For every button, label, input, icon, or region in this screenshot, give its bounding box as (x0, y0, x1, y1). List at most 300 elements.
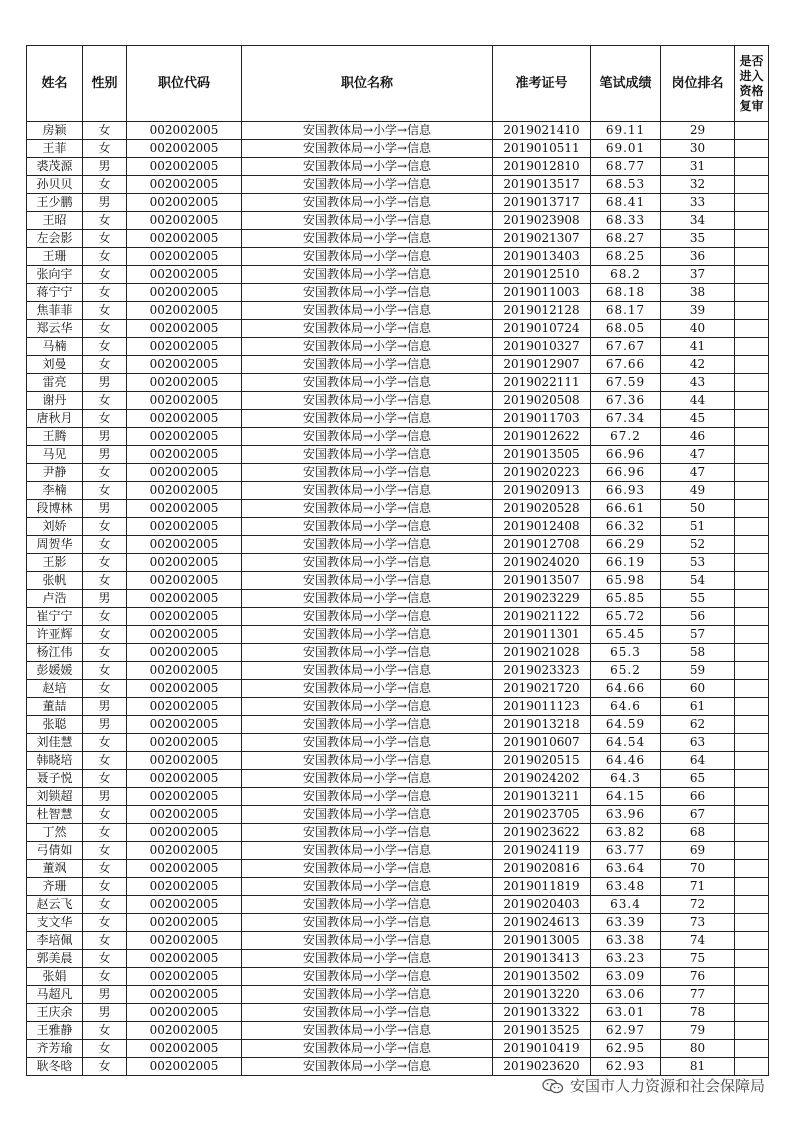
cell-written-score: 63.38 (591, 932, 661, 950)
cell-position-code: 002002005 (127, 356, 242, 374)
table-row (27, 536, 769, 554)
cell-exam-number: 2019023620 (493, 1058, 591, 1076)
cell-exam-number: 2019012622 (493, 428, 591, 446)
cell-review-status (735, 392, 769, 410)
cell-name: 马楠 (27, 338, 83, 356)
cell-name: 王菲 (27, 140, 83, 158)
cell-rank: 57 (661, 626, 735, 644)
cell-position-name: 安国教体局→小学→信息 (242, 932, 493, 950)
cell-written-score: 63.82 (591, 824, 661, 842)
cell-exam-number: 2019011123 (493, 698, 591, 716)
cell-review-status (735, 446, 769, 464)
cell-written-score: 62.95 (591, 1040, 661, 1058)
cell-written-score: 66.61 (591, 500, 661, 518)
cell-gender: 男 (83, 194, 127, 212)
cell-rank: 45 (661, 410, 735, 428)
cell-position-name: 安国教体局→小学→信息 (242, 194, 493, 212)
header-gender: 性别 (83, 46, 127, 122)
cell-name: 段博林 (27, 500, 83, 518)
cell-gender: 男 (83, 446, 127, 464)
table-row (27, 950, 769, 968)
cell-exam-number: 2019012408 (493, 518, 591, 536)
cell-name: 崔宁宁 (27, 608, 83, 626)
table-row (27, 482, 769, 500)
cell-position-name: 安国教体局→小学→信息 (242, 140, 493, 158)
cell-gender: 女 (83, 482, 127, 500)
cell-position-name: 安国教体局→小学→信息 (242, 1022, 493, 1040)
cell-rank: 69 (661, 842, 735, 860)
cell-rank: 71 (661, 878, 735, 896)
cell-review-status (735, 536, 769, 554)
cell-written-score: 66.19 (591, 554, 661, 572)
cell-rank: 61 (661, 698, 735, 716)
cell-review-status (735, 482, 769, 500)
cell-review-status (735, 698, 769, 716)
cell-gender: 女 (83, 248, 127, 266)
cell-written-score: 63.4 (591, 896, 661, 914)
cell-review-status (735, 284, 769, 302)
cell-written-score: 68.77 (591, 158, 661, 176)
cell-position-code: 002002005 (127, 554, 242, 572)
cell-position-code: 002002005 (127, 1040, 242, 1058)
table-row (27, 338, 769, 356)
cell-written-score: 65.45 (591, 626, 661, 644)
cell-written-score: 66.96 (591, 446, 661, 464)
cell-gender: 女 (83, 320, 127, 338)
cell-name: 彭媛媛 (27, 662, 83, 680)
cell-gender: 女 (83, 212, 127, 230)
cell-position-code: 002002005 (127, 752, 242, 770)
cell-exam-number: 2019020223 (493, 464, 591, 482)
cell-position-name: 安国教体局→小学→信息 (242, 338, 493, 356)
cell-review-status (735, 158, 769, 176)
cell-position-name: 安国教体局→小学→信息 (242, 770, 493, 788)
cell-position-code: 002002005 (127, 464, 242, 482)
cell-written-score: 64.15 (591, 788, 661, 806)
header-review-status: 是否进入资格复审 (735, 46, 769, 122)
cell-gender: 男 (83, 158, 127, 176)
cell-exam-number: 2019022111 (493, 374, 591, 392)
cell-written-score: 65.72 (591, 608, 661, 626)
cell-exam-number: 2019020403 (493, 896, 591, 914)
cell-review-status (735, 806, 769, 824)
cell-name: 张娟 (27, 968, 83, 986)
cell-gender: 女 (83, 1058, 127, 1076)
cell-exam-number: 2019013211 (493, 788, 591, 806)
cell-name: 雷亮 (27, 374, 83, 392)
cell-gender: 女 (83, 950, 127, 968)
cell-exam-number: 2019013005 (493, 932, 591, 950)
cell-gender: 女 (83, 878, 127, 896)
cell-written-score: 63.01 (591, 1004, 661, 1022)
cell-position-code: 002002005 (127, 248, 242, 266)
cell-position-name: 安国教体局→小学→信息 (242, 518, 493, 536)
cell-exam-number: 2019012128 (493, 302, 591, 320)
cell-review-status (735, 1022, 769, 1040)
cell-gender: 男 (83, 500, 127, 518)
cell-name: 刘锁超 (27, 788, 83, 806)
cell-rank: 54 (661, 572, 735, 590)
cell-name: 房颖 (27, 122, 83, 140)
cell-exam-number: 2019024020 (493, 554, 591, 572)
cell-name: 蒋宁宁 (27, 284, 83, 302)
cell-position-name: 安国教体局→小学→信息 (242, 806, 493, 824)
cell-name: 杜智慧 (27, 806, 83, 824)
table-row (27, 680, 769, 698)
table-row (27, 320, 769, 338)
cell-review-status (735, 320, 769, 338)
cell-exam-number: 2019010607 (493, 734, 591, 752)
table-row (27, 302, 769, 320)
header-rank: 岗位排名 (661, 46, 735, 122)
cell-position-code: 002002005 (127, 410, 242, 428)
cell-rank: 63 (661, 734, 735, 752)
table-row (27, 572, 769, 590)
cell-position-code: 002002005 (127, 734, 242, 752)
cell-rank: 64 (661, 752, 735, 770)
cell-exam-number: 2019020508 (493, 392, 591, 410)
table-row (27, 608, 769, 626)
cell-written-score: 64.66 (591, 680, 661, 698)
cell-position-code: 002002005 (127, 266, 242, 284)
cell-exam-number: 2019013220 (493, 986, 591, 1004)
table-row (27, 284, 769, 302)
cell-position-code: 002002005 (127, 788, 242, 806)
table-row (27, 122, 769, 140)
cell-position-code: 002002005 (127, 680, 242, 698)
cell-exam-number: 2019010724 (493, 320, 591, 338)
table-row (27, 932, 769, 950)
cell-position-name: 安国教体局→小学→信息 (242, 716, 493, 734)
table-body (27, 122, 769, 1076)
table-row (27, 1004, 769, 1022)
cell-exam-number: 2019024202 (493, 770, 591, 788)
cell-gender: 男 (83, 374, 127, 392)
table-row (27, 914, 769, 932)
cell-position-code: 002002005 (127, 842, 242, 860)
cell-written-score: 65.98 (591, 572, 661, 590)
cell-position-name: 安国教体局→小学→信息 (242, 680, 493, 698)
cell-written-score: 66.32 (591, 518, 661, 536)
cell-gender: 女 (83, 464, 127, 482)
cell-gender: 女 (83, 122, 127, 140)
cell-exam-number: 2019011703 (493, 410, 591, 428)
cell-name: 王昭 (27, 212, 83, 230)
cell-written-score: 64.6 (591, 698, 661, 716)
cell-position-name: 安国教体局→小学→信息 (242, 644, 493, 662)
cell-rank: 58 (661, 644, 735, 662)
cell-name: 尹静 (27, 464, 83, 482)
cell-review-status (735, 1004, 769, 1022)
table-row (27, 1058, 769, 1076)
cell-rank: 76 (661, 968, 735, 986)
cell-rank: 40 (661, 320, 735, 338)
cell-exam-number: 2019023705 (493, 806, 591, 824)
cell-position-name: 安国教体局→小学→信息 (242, 734, 493, 752)
cell-position-name: 安国教体局→小学→信息 (242, 428, 493, 446)
cell-position-code: 002002005 (127, 608, 242, 626)
cell-position-name: 安国教体局→小学→信息 (242, 122, 493, 140)
cell-position-name: 安国教体局→小学→信息 (242, 302, 493, 320)
cell-rank: 34 (661, 212, 735, 230)
cell-exam-number: 2019013502 (493, 968, 591, 986)
cell-position-name: 安国教体局→小学→信息 (242, 788, 493, 806)
cell-rank: 49 (661, 482, 735, 500)
cell-rank: 43 (661, 374, 735, 392)
cell-position-name: 安国教体局→小学→信息 (242, 446, 493, 464)
cell-review-status (735, 842, 769, 860)
cell-position-name: 安国教体局→小学→信息 (242, 500, 493, 518)
cell-gender: 女 (83, 752, 127, 770)
cell-name: 许亚辉 (27, 626, 83, 644)
cell-written-score: 63.96 (591, 806, 661, 824)
cell-position-code: 002002005 (127, 878, 242, 896)
cell-rank: 47 (661, 464, 735, 482)
cell-position-name: 安国教体局→小学→信息 (242, 824, 493, 842)
cell-rank: 77 (661, 986, 735, 1004)
cell-gender: 女 (83, 572, 127, 590)
cell-position-name: 安国教体局→小学→信息 (242, 464, 493, 482)
cell-position-name: 安国教体局→小学→信息 (242, 698, 493, 716)
cell-position-name: 安国教体局→小学→信息 (242, 950, 493, 968)
cell-review-status (735, 662, 769, 680)
cell-exam-number: 2019012510 (493, 266, 591, 284)
cell-review-status (735, 518, 769, 536)
cell-position-name: 安国教体局→小学→信息 (242, 626, 493, 644)
cell-position-name: 安国教体局→小学→信息 (242, 968, 493, 986)
table-row (27, 968, 769, 986)
cell-written-score: 68.33 (591, 212, 661, 230)
table-row (27, 428, 769, 446)
cell-rank: 38 (661, 284, 735, 302)
cell-rank: 73 (661, 914, 735, 932)
cell-gender: 女 (83, 644, 127, 662)
table-row (27, 140, 769, 158)
cell-written-score: 69.01 (591, 140, 661, 158)
cell-position-code: 002002005 (127, 338, 242, 356)
table-row (27, 644, 769, 662)
table-row (27, 1040, 769, 1058)
cell-rank: 35 (661, 230, 735, 248)
cell-rank: 68 (661, 824, 735, 842)
cell-exam-number: 2019021122 (493, 608, 591, 626)
cell-name: 齐芳瑜 (27, 1040, 83, 1058)
cell-exam-number: 2019023229 (493, 590, 591, 608)
header-written-score: 笔试成绩 (591, 46, 661, 122)
cell-name: 王庆余 (27, 1004, 83, 1022)
table-row (27, 446, 769, 464)
cell-exam-number: 2019012810 (493, 158, 591, 176)
cell-position-code: 002002005 (127, 302, 242, 320)
cell-exam-number: 2019023323 (493, 662, 591, 680)
cell-position-code: 002002005 (127, 428, 242, 446)
cell-rank: 31 (661, 158, 735, 176)
cell-exam-number: 2019020515 (493, 752, 591, 770)
table-row (27, 698, 769, 716)
cell-position-name: 安国教体局→小学→信息 (242, 878, 493, 896)
cell-rank: 80 (661, 1040, 735, 1058)
cell-review-status (735, 194, 769, 212)
cell-rank: 55 (661, 590, 735, 608)
cell-position-code: 002002005 (127, 950, 242, 968)
cell-rank: 74 (661, 932, 735, 950)
cell-review-status (735, 356, 769, 374)
cell-review-status (735, 140, 769, 158)
cell-review-status (735, 230, 769, 248)
table-row (27, 554, 769, 572)
cell-name: 王腾 (27, 428, 83, 446)
table-row (27, 590, 769, 608)
cell-written-score: 62.97 (591, 1022, 661, 1040)
cell-gender: 女 (83, 896, 127, 914)
table-row (27, 464, 769, 482)
cell-rank: 75 (661, 950, 735, 968)
cell-name: 张向宇 (27, 266, 83, 284)
cell-review-status (735, 860, 769, 878)
cell-exam-number: 2019021307 (493, 230, 591, 248)
table-row (27, 752, 769, 770)
cell-written-score: 64.59 (591, 716, 661, 734)
cell-gender: 女 (83, 230, 127, 248)
cell-written-score: 69.11 (591, 122, 661, 140)
table-row (27, 878, 769, 896)
cell-written-score: 63.06 (591, 986, 661, 1004)
cell-review-status (735, 716, 769, 734)
cell-position-code: 002002005 (127, 140, 242, 158)
cell-rank: 62 (661, 716, 735, 734)
cell-position-code: 002002005 (127, 644, 242, 662)
cell-name: 裘茂源 (27, 158, 83, 176)
cell-rank: 56 (661, 608, 735, 626)
cell-written-score: 67.59 (591, 374, 661, 392)
cell-rank: 44 (661, 392, 735, 410)
cell-position-name: 安国教体局→小学→信息 (242, 662, 493, 680)
cell-gender: 女 (83, 140, 127, 158)
cell-gender: 女 (83, 1040, 127, 1058)
cell-name: 焦菲菲 (27, 302, 83, 320)
cell-position-code: 002002005 (127, 662, 242, 680)
cell-name: 李培佩 (27, 932, 83, 950)
cell-name: 弓倩如 (27, 842, 83, 860)
cell-position-code: 002002005 (127, 896, 242, 914)
cell-position-code: 002002005 (127, 572, 242, 590)
cell-position-name: 安国教体局→小学→信息 (242, 752, 493, 770)
cell-exam-number: 2019013505 (493, 446, 591, 464)
cell-name: 郭美晨 (27, 950, 83, 968)
cell-written-score: 63.09 (591, 968, 661, 986)
cell-name: 杨江伟 (27, 644, 83, 662)
cell-position-name: 安国教体局→小学→信息 (242, 158, 493, 176)
cell-review-status (735, 986, 769, 1004)
cell-rank: 51 (661, 518, 735, 536)
cell-name: 周贺华 (27, 536, 83, 554)
cell-gender: 女 (83, 338, 127, 356)
cell-position-code: 002002005 (127, 914, 242, 932)
cell-written-score: 68.41 (591, 194, 661, 212)
cell-position-name: 安国教体局→小学→信息 (242, 212, 493, 230)
cell-written-score: 68.05 (591, 320, 661, 338)
cell-review-status (735, 212, 769, 230)
cell-review-status (735, 950, 769, 968)
cell-position-name: 安国教体局→小学→信息 (242, 356, 493, 374)
cell-review-status (735, 968, 769, 986)
cell-rank: 52 (661, 536, 735, 554)
header-position-name: 职位名称 (242, 46, 493, 122)
cell-written-score: 64.54 (591, 734, 661, 752)
cell-written-score: 68.25 (591, 248, 661, 266)
table-row (27, 266, 769, 284)
cell-name: 刘娇 (27, 518, 83, 536)
cell-gender: 女 (83, 824, 127, 842)
cell-review-status (735, 266, 769, 284)
cell-position-code: 002002005 (127, 482, 242, 500)
cell-written-score: 63.48 (591, 878, 661, 896)
table-row (27, 734, 769, 752)
header-position-code: 职位代码 (127, 46, 242, 122)
cell-position-code: 002002005 (127, 860, 242, 878)
cell-position-name: 安国教体局→小学→信息 (242, 1058, 493, 1076)
cell-rank: 47 (661, 446, 735, 464)
cell-rank: 65 (661, 770, 735, 788)
cell-written-score: 64.46 (591, 752, 661, 770)
table-row (27, 176, 769, 194)
cell-gender: 女 (83, 968, 127, 986)
cell-position-code: 002002005 (127, 374, 242, 392)
cell-position-code: 002002005 (127, 626, 242, 644)
cell-gender: 女 (83, 914, 127, 932)
cell-gender: 女 (83, 680, 127, 698)
cell-position-name: 安国教体局→小学→信息 (242, 986, 493, 1004)
table-row (27, 230, 769, 248)
cell-position-name: 安国教体局→小学→信息 (242, 1040, 493, 1058)
cell-rank: 67 (661, 806, 735, 824)
cell-gender: 女 (83, 518, 127, 536)
header-name: 姓名 (27, 46, 83, 122)
cell-gender: 女 (83, 608, 127, 626)
cell-review-status (735, 122, 769, 140)
cell-written-score: 67.67 (591, 338, 661, 356)
table-row (27, 896, 769, 914)
cell-gender: 男 (83, 986, 127, 1004)
cell-position-name: 安国教体局→小学→信息 (242, 536, 493, 554)
cell-review-status (735, 410, 769, 428)
cell-review-status (735, 1040, 769, 1058)
watermark (542, 1075, 765, 1096)
results-table (26, 45, 769, 1076)
cell-rank: 46 (661, 428, 735, 446)
cell-written-score: 68.53 (591, 176, 661, 194)
cell-gender: 女 (83, 302, 127, 320)
cell-review-status (735, 932, 769, 950)
cell-position-code: 002002005 (127, 590, 242, 608)
cell-exam-number: 2019024119 (493, 842, 591, 860)
cell-exam-number: 2019023908 (493, 212, 591, 230)
header-exam-number: 准考证号 (493, 46, 591, 122)
cell-position-code: 002002005 (127, 806, 242, 824)
cell-written-score: 63.23 (591, 950, 661, 968)
table-row (27, 194, 769, 212)
cell-position-name: 安国教体局→小学→信息 (242, 896, 493, 914)
table-row (27, 248, 769, 266)
cell-name: 谢丹 (27, 392, 83, 410)
cell-exam-number: 2019011819 (493, 878, 591, 896)
cell-exam-number: 2019020913 (493, 482, 591, 500)
cell-gender: 女 (83, 536, 127, 554)
table-row (27, 518, 769, 536)
cell-rank: 78 (661, 1004, 735, 1022)
cell-gender: 女 (83, 266, 127, 284)
cell-position-code: 002002005 (127, 194, 242, 212)
